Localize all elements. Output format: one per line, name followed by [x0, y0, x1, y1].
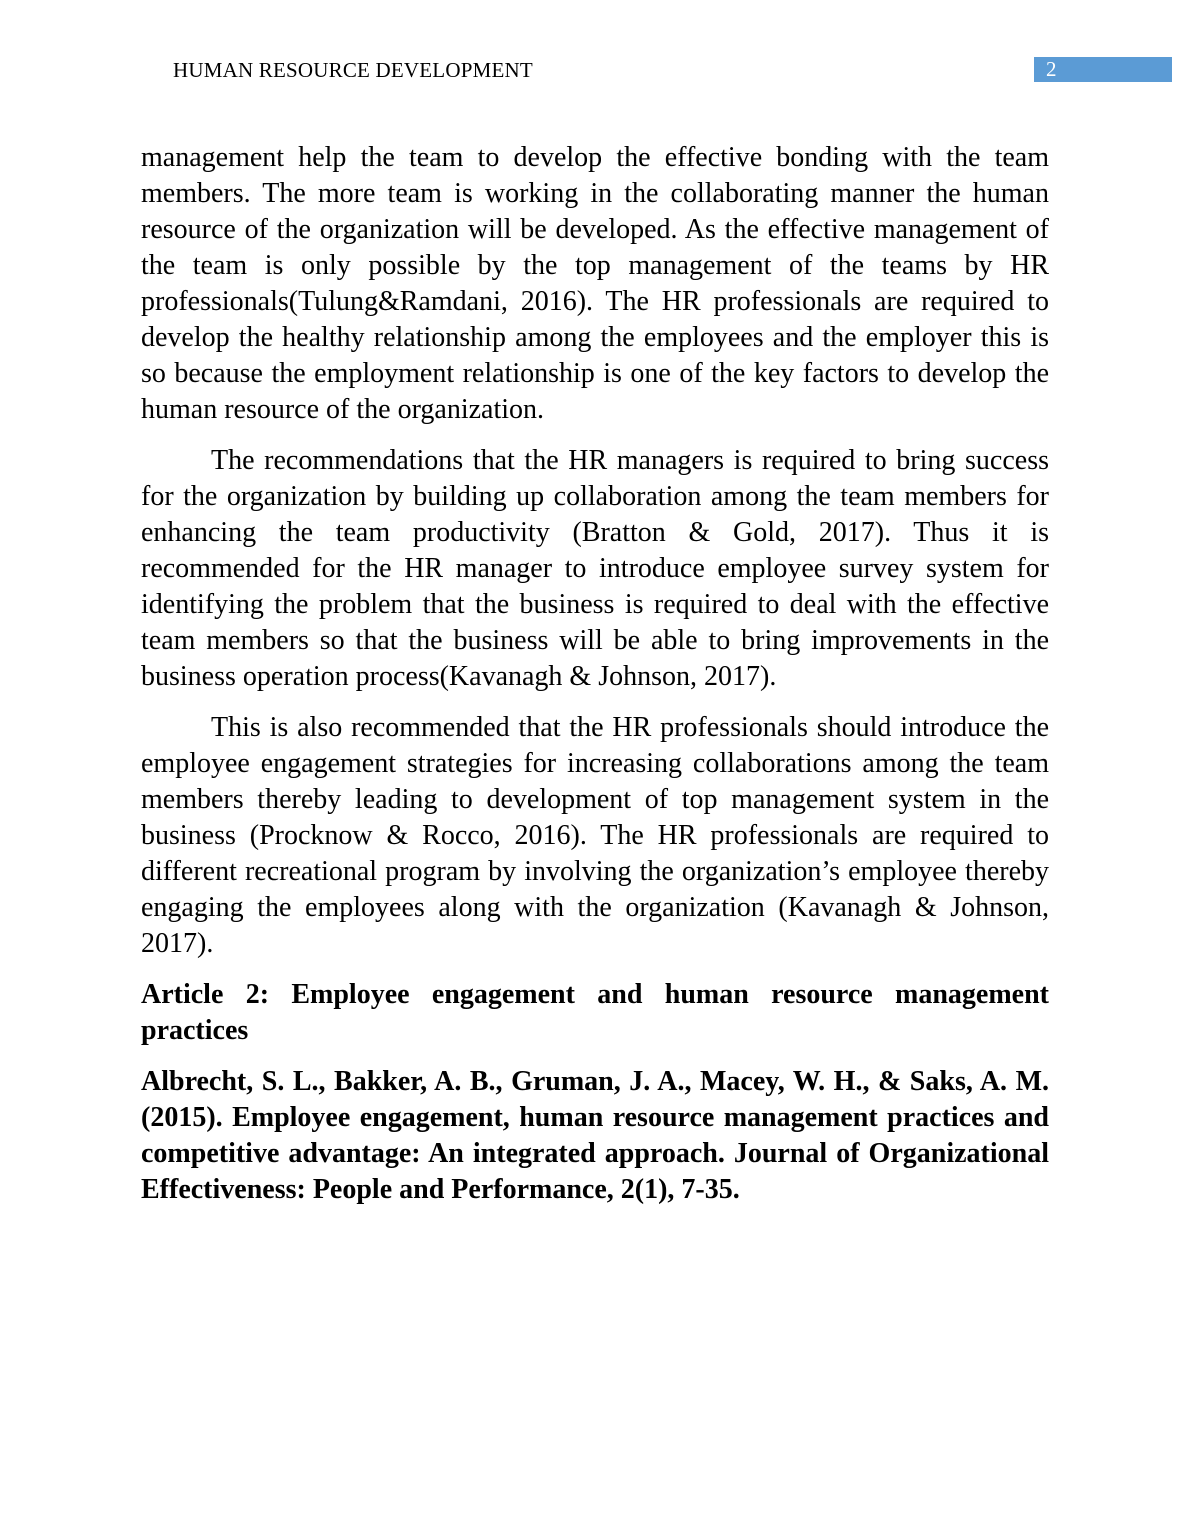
- citation-volume-pages: , 2(1), 7-35.: [606, 1174, 740, 1205]
- citation-authors-title: Albrecht, S. L., Bakker, A. B., Gruman, J. A., Macey, W. H., & Saks, A. M. (2015). Employee engagement, human resource management practices and competitive advantage: An integrated approach.: [141, 1066, 1049, 1169]
- article-citation: [141, 1064, 1049, 1208]
- page-number: 2: [1046, 57, 1057, 81]
- document-body: [141, 140, 1049, 1208]
- page-header: [0, 56, 1190, 84]
- page-number-badge: [1034, 57, 1172, 82]
- citation-journal: Journal of Organizational Effectiveness: People and Performance: [141, 1138, 1050, 1205]
- body-paragraph-3: This is also recommended that the HR professionals should introduce the employee engagement strategies for increasing collaborations among the team members thereby leading to development of top management system in the business (Procknow & Rocco, 2016). The HR professionals are required to different recreational program by involving the organization’s employee thereby engaging the employees along with the organization (Kavanagh & Johnson, 2017).: [141, 712, 1049, 959]
- article-heading: Article 2: Employee engagement and human resource management practices: [141, 979, 1049, 1046]
- body-paragraph-1: management help the team to develop the effective bonding with the team members. The more team is working in the collaborating manner the human resource of the organization will be developed. As the effective management of the team is only possible by the top management of the teams by HR professionals(Tulung&Ramdani, 2016). The HR professionals are required to develop the healthy relationship among the employees and the employer this is so because the employment relationship is one of the key factors to develop the human resource of the organization.: [141, 142, 1049, 425]
- body-paragraph-2: The recommendations that the HR managers is required to bring success for the organization by building up collaboration among the team members for enhancing the team productivity (Bratton & Gold, 2017). Thus it is recommended for the HR manager to introduce employee survey system for identifying the problem that the business is required to deal with the effective team members so that the business will be able to bring improvements in the business operation process(Kavanagh & Johnson, 2017).: [141, 445, 1049, 692]
- running-header-title: HUMAN RESOURCE DEVELOPMENT: [173, 58, 533, 82]
